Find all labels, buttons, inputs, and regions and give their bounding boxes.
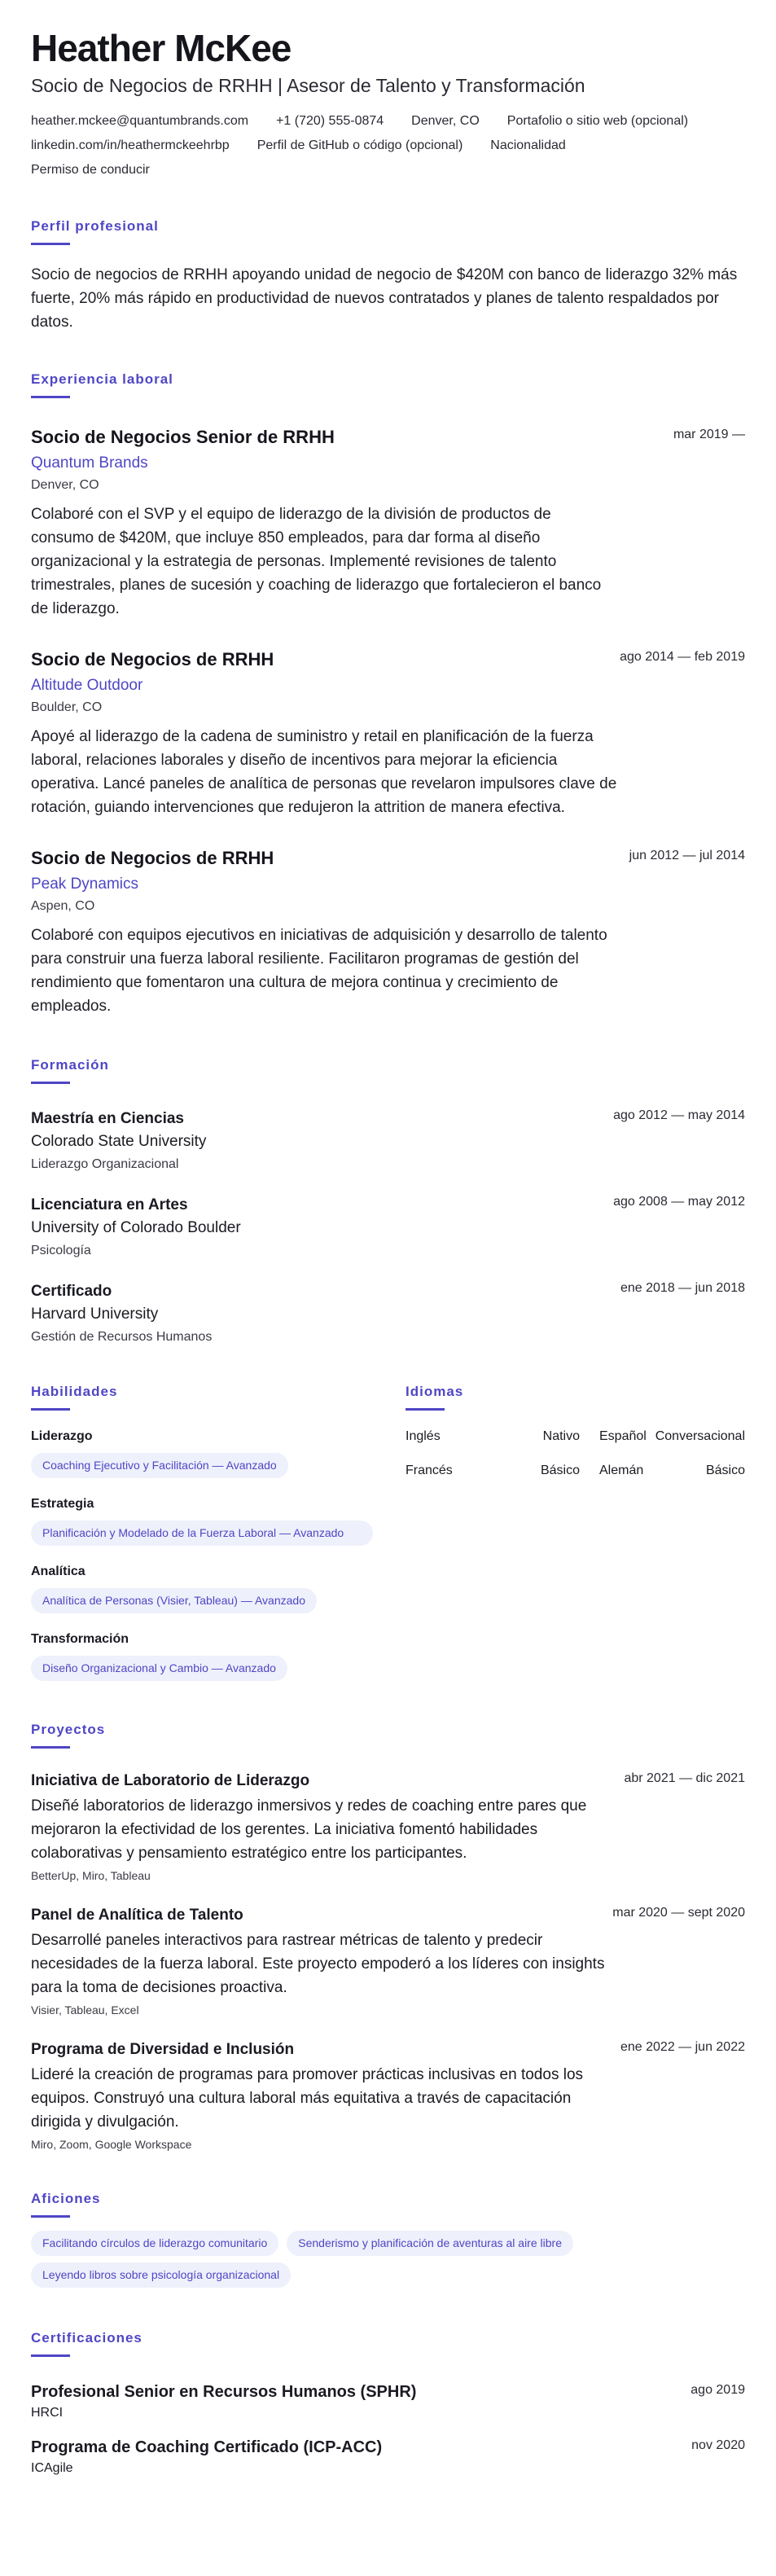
- hobby-chip: Leyendo libros sobre psicología organizacional: [31, 2262, 291, 2288]
- contact-email[interactable]: heather.mckee@quantumbrands.com: [31, 114, 249, 128]
- project-date: mar 2020 — sept 2020: [612, 1906, 745, 1920]
- skill-group-title: Transformación: [31, 1632, 129, 1646]
- languages-section: [406, 1384, 745, 1681]
- candidate-name: Heather McKee: [31, 27, 292, 69]
- hobbies-section: [31, 2191, 745, 2288]
- skills-section: [31, 1384, 373, 1681]
- language-name: Español: [599, 1429, 647, 1443]
- certification-entry: [31, 2381, 745, 2422]
- section-title-hobbies: Aficiones: [31, 2191, 101, 2206]
- section-divider: [31, 2215, 70, 2218]
- summary-section: [31, 218, 745, 334]
- skill-group-title: Estrategia: [31, 1497, 94, 1511]
- education-degree: Licenciatura en Artes: [31, 1196, 188, 1213]
- certification-entry: [31, 2437, 745, 2477]
- education-degree: Certificado: [31, 1283, 112, 1300]
- job-company[interactable]: Quantum Brands: [31, 454, 148, 472]
- hobby-chip-list: [31, 2231, 650, 2288]
- section-divider: [31, 1082, 70, 1084]
- job-company[interactable]: Altitude Outdoor: [31, 677, 143, 694]
- contact-nationality: Nacionalidad: [490, 138, 566, 152]
- hobby-chip: Facilitando círculos de liderazgo comunitario: [31, 2231, 278, 2256]
- contact-row-tertiary: [31, 158, 745, 182]
- language-name: Inglés: [406, 1429, 441, 1443]
- language-level: Básico: [540, 1464, 580, 1477]
- project-title: Panel de Analítica de Talento: [31, 1907, 243, 1924]
- section-title-education: Formación: [31, 1057, 109, 1073]
- section-title-summary: Perfil profesional: [31, 218, 159, 234]
- project-tools: Visier, Tableau, Excel: [31, 2003, 139, 2016]
- skill-chip: Planificación y Modelado de la Fuerza Laboral — Avanzado: [31, 1521, 373, 1546]
- job-title: Socio de Negocios de RRHH: [31, 649, 274, 669]
- certifications-section: [31, 2330, 745, 2477]
- section-divider: [31, 1746, 70, 1749]
- certification-date: nov 2020: [691, 2438, 745, 2452]
- project-description: Lideré la creación de programas para promover prácticas inclusivas en todos los equipos. Construyó una cultura laboral más equitativa a través de capacitación dirigida y divulgación.: [31, 2066, 584, 2131]
- project-tools: BetterUp, Miro, Tableau: [31, 1869, 151, 1882]
- contact-row: [31, 109, 745, 134]
- project-title: Iniciativa de Laboratorio de Liderazgo: [31, 1772, 310, 1789]
- certification-date: ago 2019: [691, 2383, 745, 2397]
- summary-text: Socio de negocios de RRHH apoyando unidad de negocio de $420M con banco de liderazgo 32% más fuerte, 20% más rápido en productividad de nuevos contratados y planes de talento respaldados por datos.: [31, 266, 738, 331]
- section-title-experience: Experiencia laboral: [31, 371, 173, 387]
- language-level: Conversacional: [655, 1429, 745, 1443]
- contact-github[interactable]: Perfil de GitHub o código (opcional): [256, 138, 463, 152]
- contact-location: Denver, CO: [411, 114, 480, 128]
- education-section: [31, 1057, 745, 1346]
- project-entry: [31, 2040, 745, 2152]
- project-title: Programa de Diversidad e Inclusión: [31, 2041, 295, 2058]
- section-title-certifications: Certificaciones: [31, 2330, 142, 2346]
- certification-issuer: ICAgile: [31, 2461, 73, 2475]
- job-location: Denver, CO: [31, 478, 99, 492]
- project-entry: [31, 1771, 745, 1883]
- education-field: Liderazgo Organizacional: [31, 1157, 179, 1171]
- education-degree: Maestría en Ciencias: [31, 1110, 184, 1127]
- skill-chip: Coaching Ejecutivo y Facilitación — Avanzado: [31, 1453, 288, 1478]
- education-date: ene 2018 — jun 2018: [620, 1281, 745, 1295]
- section-divider: [31, 2354, 70, 2357]
- job-title: Socio de Negocios Senior de RRHH: [31, 427, 335, 447]
- skill-chip: Diseño Organizacional y Cambio — Avanzado: [31, 1656, 287, 1681]
- job-entry: [31, 847, 745, 1018]
- job-date: jun 2012 — jul 2014: [629, 849, 745, 862]
- education-entry: [31, 1108, 745, 1174]
- language-row: [406, 1428, 745, 1445]
- skills-languages-row: [31, 1384, 745, 1681]
- job-location: Aspen, CO: [31, 899, 95, 913]
- job-title: Socio de Negocios de RRHH: [31, 848, 274, 868]
- certification-title: Profesional Senior en Recursos Humanos (SPHR): [31, 2383, 417, 2401]
- language-name: Alemán: [599, 1464, 644, 1477]
- skill-chip: Analítica de Personas (Visier, Tableau) — Avanzado: [31, 1588, 317, 1613]
- job-entry: [31, 426, 745, 621]
- education-field: Psicología: [31, 1244, 91, 1257]
- education-date: ago 2008 — may 2012: [613, 1195, 745, 1209]
- education-entry: [31, 1195, 745, 1260]
- skill-group-title: Analítica: [31, 1564, 85, 1578]
- candidate-headline: Socio de Negocios de RRHH | Asesor de Talento y Transformación: [31, 75, 585, 96]
- contact-linkedin[interactable]: linkedin.com/in/heathermckeehrbp: [31, 138, 230, 152]
- job-company[interactable]: Peak Dynamics: [31, 875, 138, 893]
- project-description: Diseñé laboratorios de liderazgo inmersivos y redes de coaching entre pares que mejoraron la efectividad de los gerentes. La iniciativa fomentó habilidades colaborativas y pensamiento estratégico entre los participantes.: [31, 1797, 587, 1862]
- contact-license: Permiso de conducir: [31, 163, 150, 177]
- job-date: mar 2019 —: [673, 428, 745, 441]
- project-tools: Miro, Zoom, Google Workspace: [31, 2138, 192, 2151]
- projects-section: [31, 1722, 745, 2152]
- job-date: ago 2014 — feb 2019: [620, 650, 745, 664]
- education-school: University of Colorado Boulder: [31, 1219, 241, 1236]
- contact-row-secondary: [31, 134, 745, 158]
- section-title-skills: Habilidades: [31, 1384, 118, 1399]
- section-divider: [406, 1408, 445, 1411]
- section-divider: [31, 396, 70, 398]
- contact-phone[interactable]: +1 (720) 555-0874: [276, 114, 384, 128]
- job-description: Apoyé al liderazgo de la cadena de suministro y retail en planificación de la fuerza laboral, relaciones laborales y diseño de incentivos para mejorar la eficiencia operativa. Lancé paneles de analítica de personas que revelaron impulsores clave de rotación, guiando intervenciones que redujeron la attrition de manera efectiva.: [31, 728, 617, 816]
- section-title-languages: Idiomas: [406, 1384, 464, 1399]
- job-entry: [31, 648, 745, 819]
- education-date: ago 2012 — may 2014: [613, 1108, 745, 1122]
- certification-title: Programa de Coaching Certificado (ICP-ACC): [31, 2438, 383, 2456]
- project-date: ene 2022 — jun 2022: [620, 2040, 745, 2054]
- education-school: Colorado State University: [31, 1133, 207, 1150]
- education-entry: [31, 1281, 745, 1346]
- job-description: Colaboré con equipos ejecutivos en iniciativas de adquisición y desarrollo de talento para construir una fuerza laboral resiliente. Facilitaron programas de gestión del rendimiento que fomentaron una cultura de mejora continua y crecimiento de empleados.: [31, 927, 607, 1015]
- section-divider: [31, 1408, 70, 1411]
- project-date: abr 2021 — dic 2021: [624, 1771, 745, 1785]
- language-level: Nativo: [542, 1429, 580, 1443]
- contact-portfolio[interactable]: Portafolio o sitio web (opcional): [506, 114, 689, 128]
- language-level: Básico: [705, 1464, 745, 1477]
- job-location: Boulder, CO: [31, 700, 103, 714]
- experience-section: [31, 371, 745, 1018]
- project-entry: [31, 1906, 745, 2017]
- education-field: Gestión de Recursos Humanos: [31, 1330, 213, 1344]
- project-description: Desarrollé paneles interactivos para rastrear métricas de talento y predecir necesidades de la fuerza laboral. Este proyecto empoderó a los líderes con insights para la toma de decisiones proactiva.: [31, 1932, 605, 1996]
- education-school: Harvard University: [31, 1306, 159, 1323]
- section-title-projects: Proyectos: [31, 1722, 106, 1737]
- certification-issuer: HRCI: [31, 2406, 64, 2420]
- section-divider: [31, 243, 70, 245]
- language-name: Francés: [406, 1464, 453, 1477]
- language-row: [406, 1463, 745, 1479]
- hobby-chip: Senderismo y planificación de aventuras al aire libre: [287, 2231, 573, 2256]
- skill-group-title: Liderazgo: [31, 1429, 93, 1443]
- job-description: Colaboré con el SVP y el equipo de liderazgo de la división de productos de consumo de $420M, que incluye 850 empleados, para dar forma al diseño organizacional y la estrategia de personas. Implementé revisiones de talento trimestrales, planes de sucesión y coaching de liderazgo que fortalecieron el banco de liderazgo.: [31, 506, 602, 617]
